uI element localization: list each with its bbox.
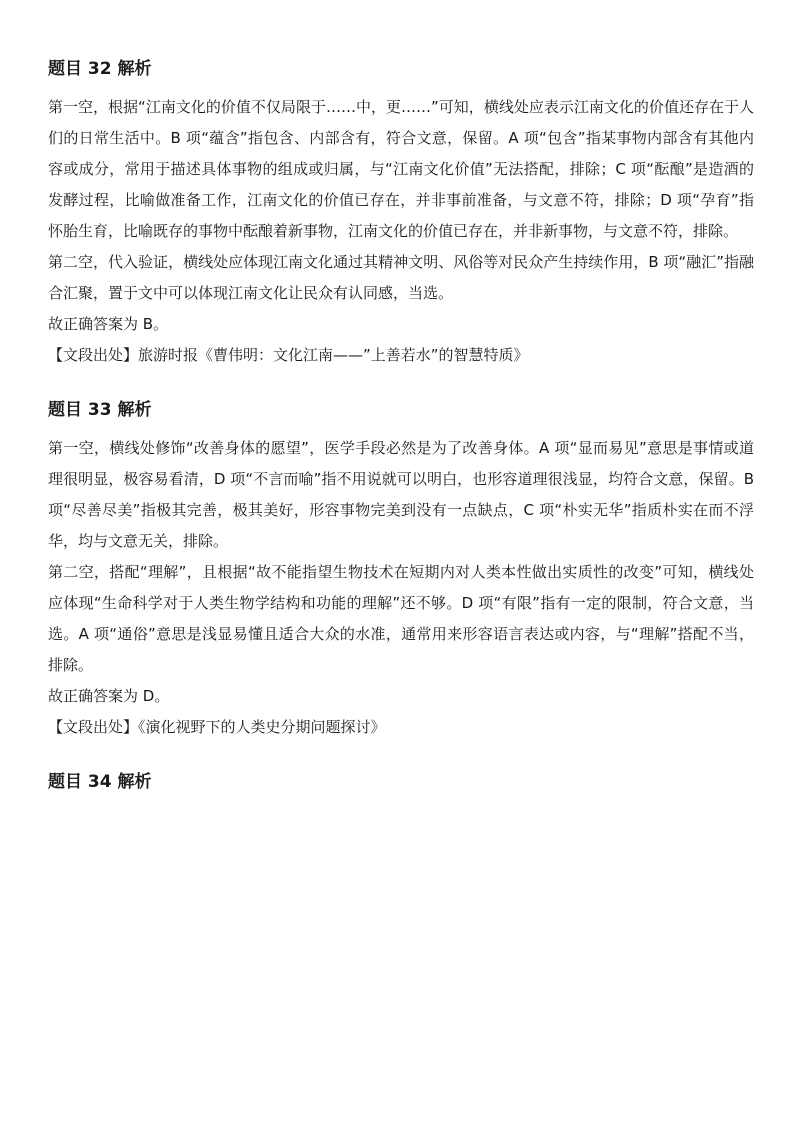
section-q34 — [48, 769, 754, 795]
paragraph-blank-1: 第一空，横线处修饰“改善身体的愿望”，医学手段必然是为了改善身体。A 项“显而易见”意思是事情或道理很明显，极容易看清，D 项“不言而喻”指不用说就可以明白，也形容道理很浅显，均符合文意，保留。B 项“尽善尽美”指极其完善，极其美好，形容事物完美到没有一点缺点，C 项“朴实无华”指质朴实在而不浮华，均与文意无关，排除。 — [48, 439, 754, 550]
document-page — [48, 56, 754, 821]
paragraph-blank-2: 第二空，搭配“理解”，且根据“故不能指望生物技术在短期内对人类本性做出实质性的改变”可知，横线处应体现“生命科学对于人类生物学结构和功能的理解”还不够。D 项“有限”指有一定的限制，符合文意，当选。A 项“通俗”意思是浅显易懂且适合大众的水准，通常用来形容语言表达或内容，与“理解”搭配不当，排除。 — [48, 563, 754, 674]
paragraph-source: 【文段出处】《演化视野下的人类史分期问题探讨》 — [48, 718, 386, 736]
section-heading: 题目 32 解析 — [48, 59, 152, 79]
paragraph-blank-2: 第二空，代入验证，横线处应体现江南文化通过其精神文明、风俗等对民众产生持续作用，B 项“融汇”指融合汇聚，置于文中可以体现江南文化让民众有认同感，当选。 — [48, 253, 754, 302]
section-q32 — [48, 56, 754, 371]
paragraph-answer: 故正确答案为 D。 — [48, 687, 170, 705]
section-q33 — [48, 397, 754, 743]
paragraph-source: 【文段出处】旅游时报《曹伟明：文化江南——”上善若水”的智慧特质》 — [48, 346, 529, 364]
section-heading: 题目 34 解析 — [48, 772, 152, 792]
paragraph-blank-1: 第一空，根据“江南文化的价值不仅局限于……中，更……”可知，横线处应表示江南文化的价值还存在于人们的日常生活中。B 项“蕴含”指包含、内部含有，符合文意，保留。A 项“包含”指某事物内部含有其他内容或成分，常用于描述具体事物的组成或归属，与“江南文化价值”无法搭配，排除；C 项“酝酿”是造酒的发酵过程，比喻做准备工作，江南文化的价值已存在，并非事前准备，与文意不符，排除；D 项“孕育”指怀胎生育，比喻既存的事物中酝酿着新事物，江南文化的价值已存在，并非新事物，与文意不符，排除。 — [48, 98, 754, 240]
paragraph-answer: 故正确答案为 B。 — [48, 315, 169, 333]
section-heading: 题目 33 解析 — [48, 400, 152, 420]
